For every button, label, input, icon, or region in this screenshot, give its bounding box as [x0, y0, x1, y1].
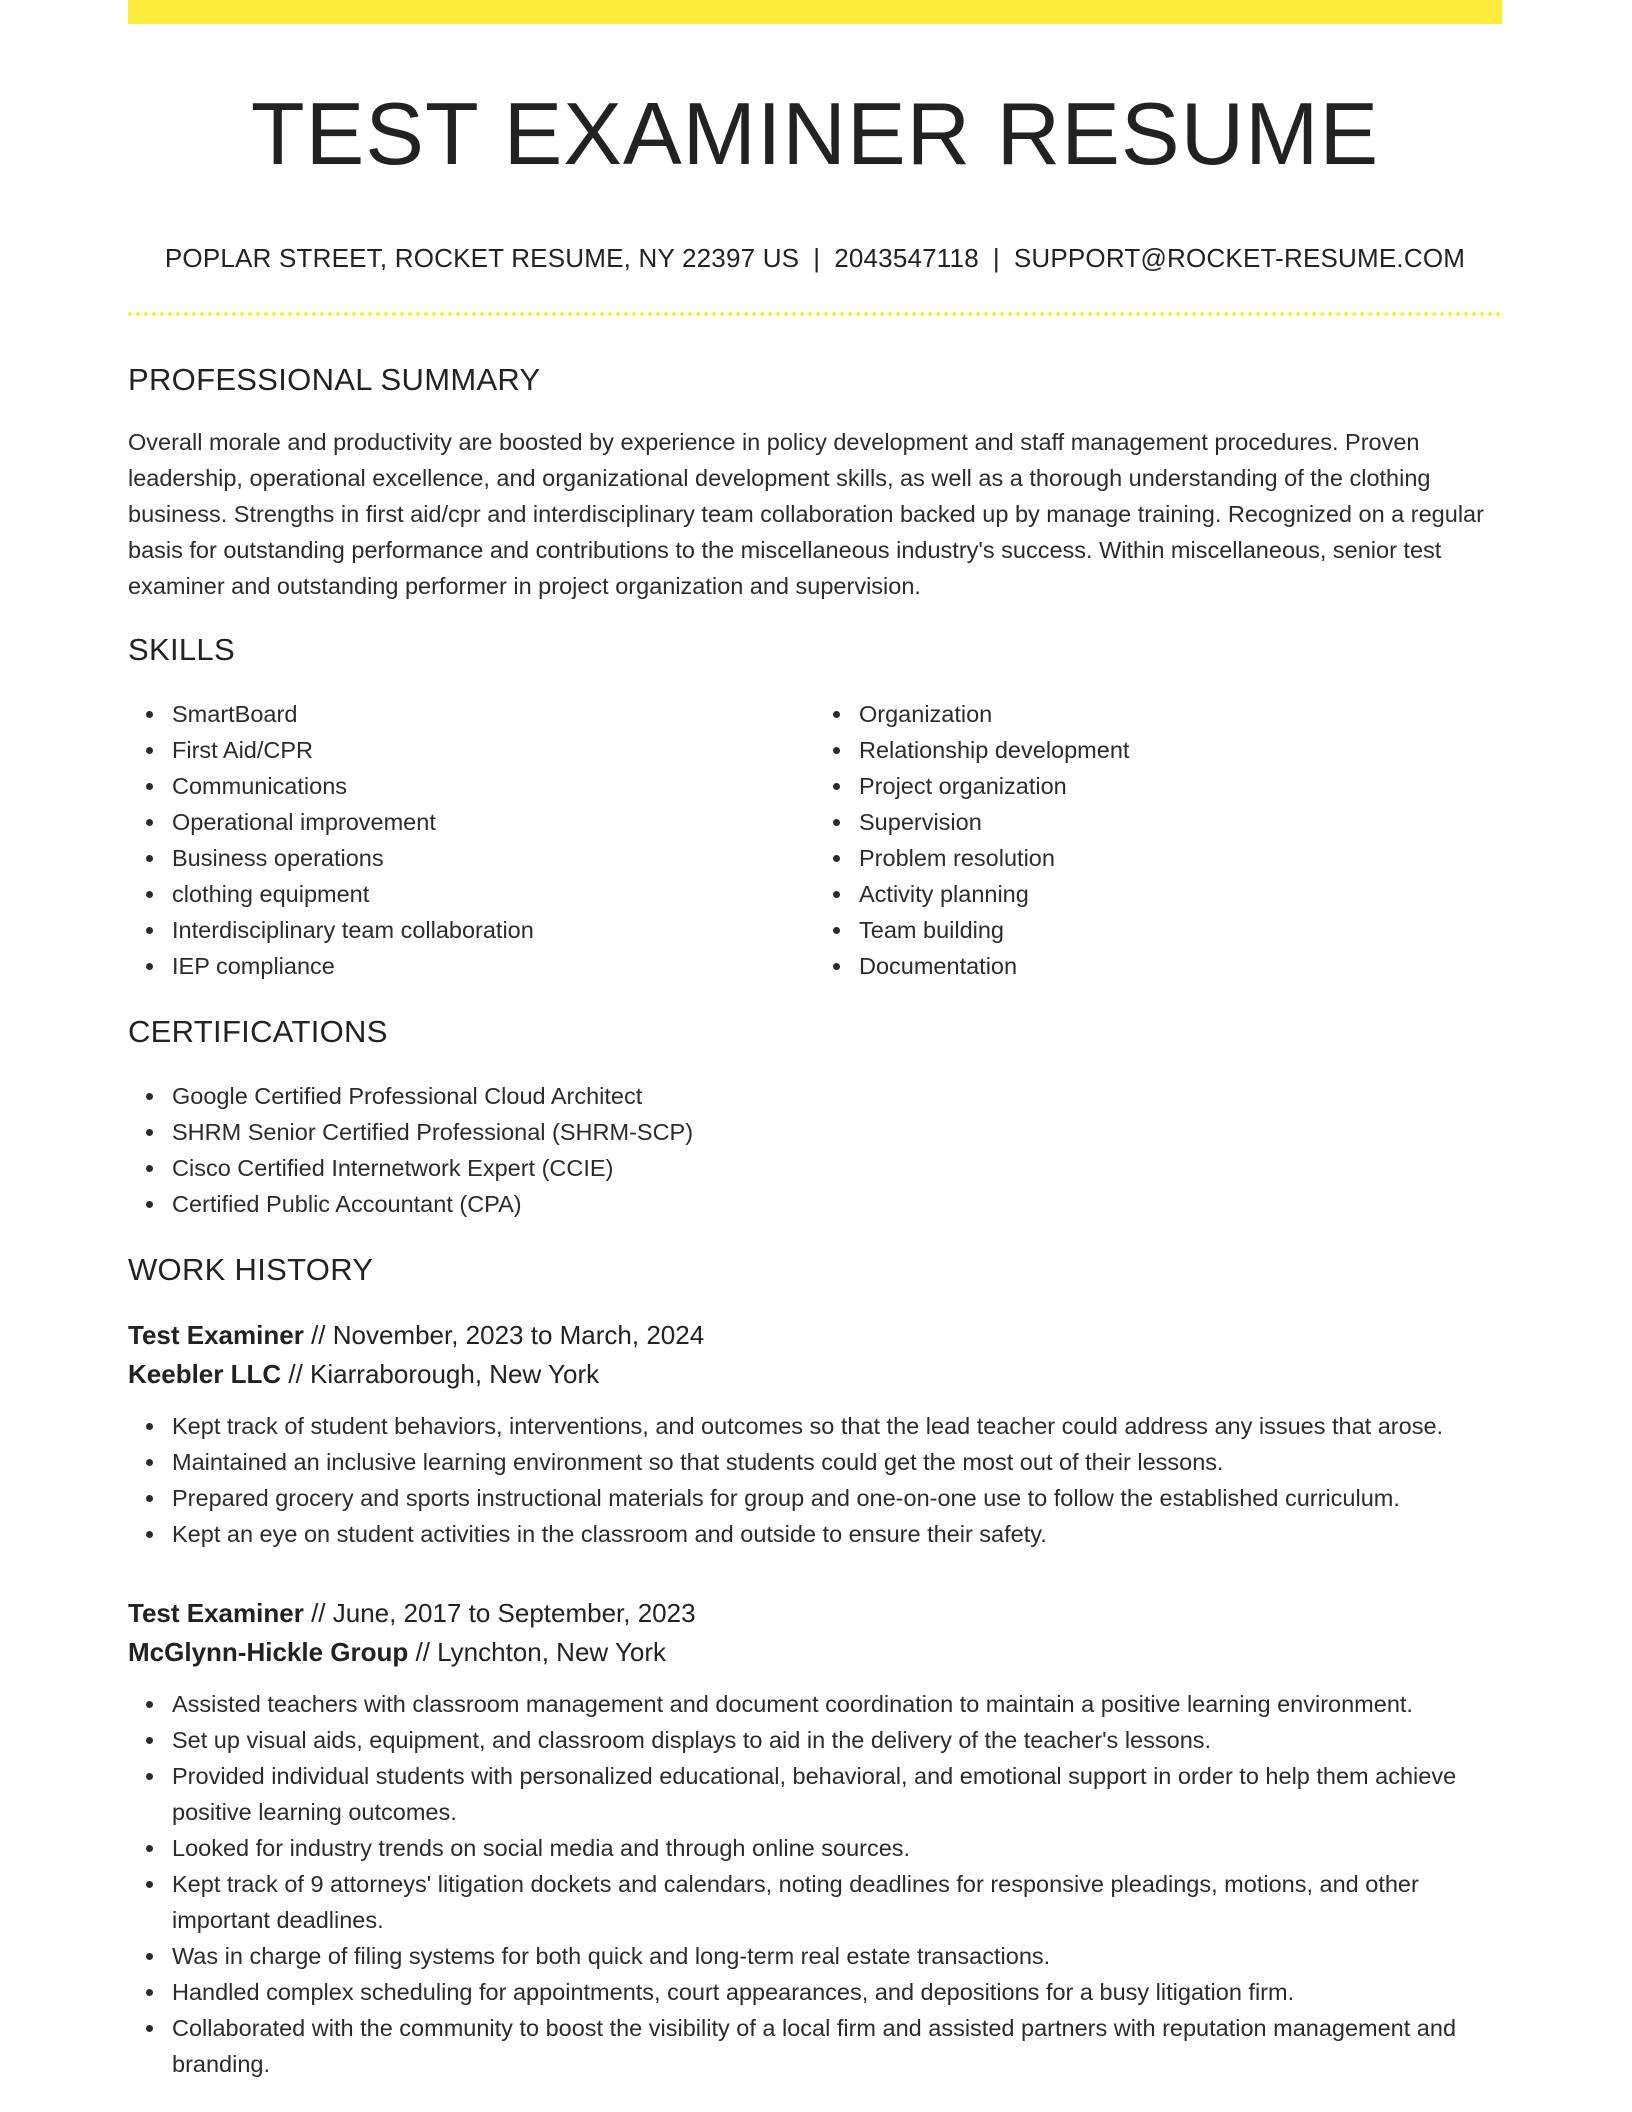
skill-item: Project organization	[859, 768, 1502, 804]
resume-page	[128, 0, 1502, 2082]
job-bullet: Looked for industry trends on social media and through online sources.	[172, 1830, 1502, 1866]
skill-item: Team building	[859, 912, 1502, 948]
job-entry	[128, 1594, 1502, 2082]
job-bullet: Kept an eye on student activities in the classroom and outside to ensure their safety.	[172, 1516, 1502, 1552]
skill-item: Activity planning	[859, 876, 1502, 912]
job-location: // Kiarraborough, New York	[288, 1358, 600, 1389]
work-history-heading: WORK HISTORY	[128, 1251, 374, 1287]
resume-title: TEST EXAMINER RESUME	[250, 84, 1380, 183]
skill-item: First Aid/CPR	[172, 732, 815, 768]
skill-item: SmartBoard	[172, 696, 815, 732]
contact-email: SUPPORT@ROCKET-RESUME.COM	[1013, 242, 1466, 273]
job-role: Test Examiner	[128, 1597, 304, 1628]
contact-line	[128, 243, 1502, 274]
summary-paragraph: Overall morale and productivity are boosted by experience in policy development and staff management procedures. Proven leadership, operational excellence, and organizational development skills, as well as a thorough understanding of the clothing business. Strengths in first aid/cpr and interdisciplinary team collaboration backed up by manage training. Recognized on a regular basis for outstanding performance and contributions to the miscellaneous industry's success. Within miscellaneous, senior test examiner and outstanding performer in project organization and supervision.	[128, 428, 1484, 599]
job-dates: // November, 2023 to March, 2024	[311, 1319, 705, 1350]
skill-item: clothing equipment	[172, 876, 815, 912]
job-role-line	[128, 1594, 1502, 1633]
job-company-line	[128, 1355, 1502, 1394]
job-bullet: Assisted teachers with classroom management and document coordination to maintain a positive learning environment.	[172, 1686, 1502, 1722]
job-bullet: Kept track of student behaviors, interventions, and outcomes so that the lead teacher could address any issues that arose.	[172, 1408, 1502, 1444]
certification-item: SHRM Senior Certified Professional (SHRM-SCP)	[172, 1114, 1502, 1150]
contact-separator: |	[813, 242, 821, 273]
accent-top-bar	[128, 0, 1502, 24]
dotted-divider	[128, 312, 1502, 316]
skill-item: Organization	[859, 696, 1502, 732]
certification-item: Cisco Certified Internetwork Expert (CCIE)	[172, 1150, 1502, 1186]
job-bullet: Set up visual aids, equipment, and classroom displays to aid in the delivery of the teacher's lessons.	[172, 1722, 1502, 1758]
skills-list-left	[128, 696, 815, 984]
certifications-list	[128, 1078, 1502, 1222]
skills-grid	[128, 696, 1502, 984]
skill-item: IEP compliance	[172, 948, 815, 984]
job-bullet: Kept track of 9 attorneys' litigation dockets and calendars, noting deadlines for responsive pleadings, motions, and other important deadlines.	[172, 1866, 1502, 1938]
job-dates: // June, 2017 to September, 2023	[311, 1597, 696, 1628]
skill-item: Business operations	[172, 840, 815, 876]
contact-phone: 2043547118	[834, 242, 979, 273]
job-bullets	[128, 1686, 1502, 2082]
skills-list-right	[815, 696, 1502, 984]
job-bullet: Was in charge of filing systems for both quick and long-term real estate transactions.	[172, 1938, 1502, 1974]
certification-item: Google Certified Professional Cloud Architect	[172, 1078, 1502, 1114]
skill-item: Relationship development	[859, 732, 1502, 768]
skill-item: Interdisciplinary team collaboration	[172, 912, 815, 948]
skill-item: Documentation	[859, 948, 1502, 984]
skill-item: Supervision	[859, 804, 1502, 840]
job-bullet: Prepared grocery and sports instructional materials for group and one-on-one use to follow the established curriculum.	[172, 1480, 1502, 1516]
job-bullet: Provided individual students with personalized educational, behavioral, and emotional support in order to help them achieve positive learning outcomes.	[172, 1758, 1502, 1830]
job-location: // Lynchton, New York	[415, 1636, 667, 1667]
job-bullet: Collaborated with the community to boost the visibility of a local firm and assisted partners with reputation management and branding.	[172, 2010, 1502, 2082]
certifications-heading: CERTIFICATIONS	[128, 1013, 388, 1049]
job-company: Keebler LLC	[128, 1358, 282, 1389]
job-company: McGlynn-Hickle Group	[128, 1636, 409, 1667]
job-bullets	[128, 1408, 1502, 1552]
job-company-line	[128, 1633, 1502, 1672]
certification-item: Certified Public Accountant (CPA)	[172, 1186, 1502, 1222]
job-entry	[128, 1316, 1502, 1552]
contact-address: POPLAR STREET, ROCKET RESUME, NY 22397 US	[164, 242, 800, 273]
skill-item: Problem resolution	[859, 840, 1502, 876]
contact-separator: |	[992, 242, 1000, 273]
skill-item: Operational improvement	[172, 804, 815, 840]
skill-item: Communications	[172, 768, 815, 804]
job-role-line	[128, 1316, 1502, 1355]
job-bullet: Maintained an inclusive learning environment so that students could get the most out of their lessons.	[172, 1444, 1502, 1480]
job-bullet: Handled complex scheduling for appointments, court appearances, and depositions for a busy litigation firm.	[172, 1974, 1502, 2010]
skills-heading: SKILLS	[128, 631, 235, 667]
job-role: Test Examiner	[128, 1319, 304, 1350]
summary-heading: PROFESSIONAL SUMMARY	[128, 361, 541, 397]
